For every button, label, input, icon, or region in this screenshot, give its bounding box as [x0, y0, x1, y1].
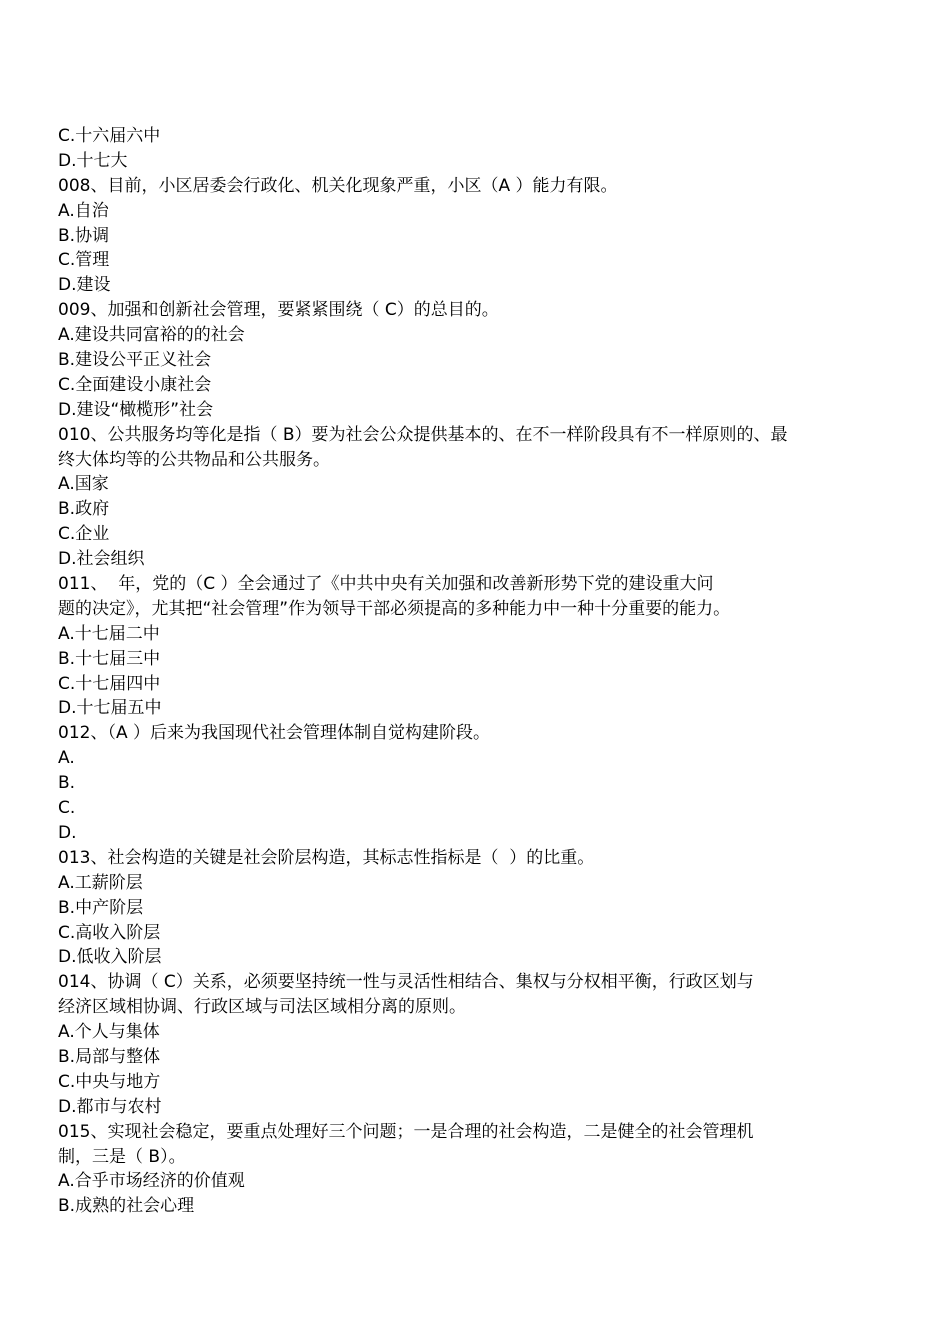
question-008: 008、目前，小区居委会行政化、机关化现象严重，小区（A ）能力有限。	[58, 175, 618, 196]
option-b: B.协调	[58, 225, 110, 246]
option-d: D.都市与农村	[58, 1096, 162, 1117]
question-014: 014、协调（ C）关系，必须要坚持统一性与灵活性相结合、集权与分权相平衡，行政区划与	[58, 972, 754, 993]
option-a: A.十七届二中	[58, 623, 160, 644]
option-d: D.建设“橄榄形”社会	[58, 399, 214, 420]
option-b: B.成熟的社会心理	[58, 1196, 195, 1217]
option-c: C.中央与地方	[58, 1071, 161, 1092]
question-013: 013、社会构造的关键是社会阶层构造，其标志性指标是（ ）的比重。	[58, 847, 595, 868]
question-012: 012、（A ）后来为我国现代社会管理体制自觉构建阶段。	[58, 723, 490, 744]
option-b: B.局部与整体	[58, 1046, 161, 1067]
option-c: C.全面建设小康社会	[58, 374, 212, 395]
option-a: A.个人与集体	[58, 1022, 160, 1043]
option-c: C.	[58, 798, 76, 819]
option-d: D.十七届五中	[58, 698, 162, 719]
question-009: 009、加强和创新社会管理，要紧紧围绕（ C）的总目的。	[58, 300, 499, 321]
option-b: B.建设公平正义社会	[58, 350, 212, 371]
option-b: B.政府	[58, 499, 110, 520]
option-d: D.建设	[58, 275, 111, 296]
text-line: D.十七大	[58, 150, 128, 171]
option-c: C.高收入阶层	[58, 922, 161, 943]
question-010: 010、公共服务均等化是指（ B）要为社会公众提供基本的、在不一样阶段具有不一样原则的、最	[58, 424, 788, 445]
option-a: A.国家	[58, 474, 109, 495]
option-b: B.	[58, 773, 76, 794]
question-014-continued: 经济区域相协调、行政区域与司法区域相分离的原则。	[58, 997, 466, 1018]
question-010-continued: 终大体均等的公共物品和公共服务。	[58, 449, 330, 470]
option-d: D.	[58, 822, 77, 843]
question-011: 011、 年，党的（C ）全会通过了《中共中央有关加强和改善新形势下党的建设重大问	[58, 574, 714, 595]
option-c: C.企业	[58, 524, 110, 545]
option-a: A.	[58, 748, 75, 769]
option-a: A.建设共同富裕的的社会	[58, 325, 245, 346]
question-011-continued: 题的决定》，尤其把“社会管理”作为领导干部必须提高的多种能力中一种十分重要的能力。	[58, 598, 731, 619]
option-b: B.中产阶层	[58, 897, 144, 918]
option-a: A.工薪阶层	[58, 872, 143, 893]
option-b: B.十七届三中	[58, 648, 161, 669]
question-015: 015、实现社会稳定，要重点处理好三个问题；一是合理的社会构造，二是健全的社会管理机	[58, 1121, 754, 1142]
option-d: D.低收入阶层	[58, 947, 162, 968]
document-body	[58, 124, 888, 1219]
option-a: A.合乎市场经济的价值观	[58, 1171, 245, 1192]
option-c: C.十七届四中	[58, 673, 161, 694]
option-a: A.自治	[58, 200, 109, 221]
question-015-continued: 制，三是（ B）。	[58, 1146, 186, 1167]
option-d: D.社会组织	[58, 549, 145, 570]
text-line: C.十六届六中	[58, 126, 161, 146]
option-c: C.管理	[58, 250, 110, 271]
